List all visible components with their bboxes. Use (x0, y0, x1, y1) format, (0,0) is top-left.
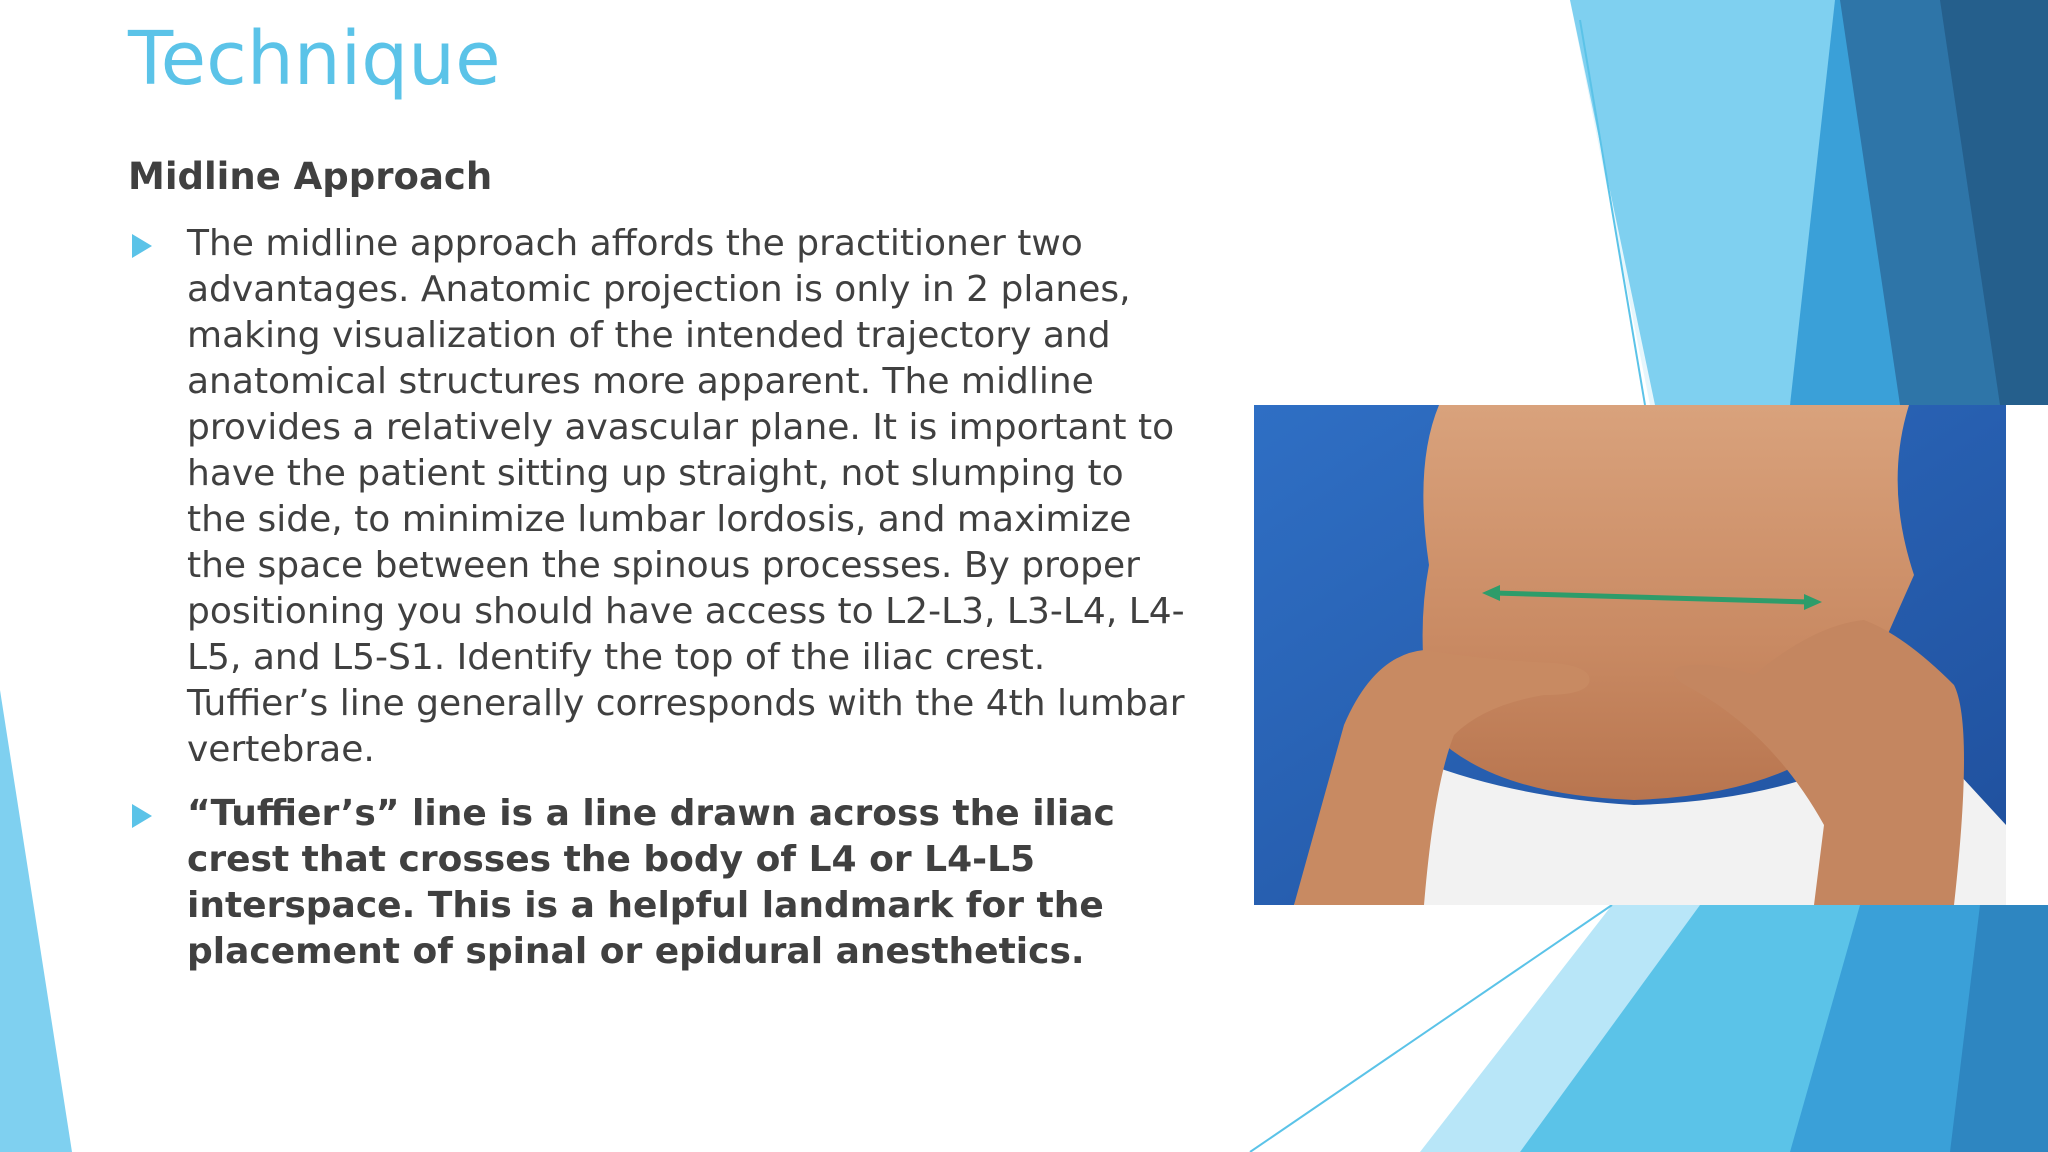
bullet-item-tuffier (128, 791, 1188, 975)
slide-title: Technique (128, 16, 501, 102)
triangle-bullet-icon (132, 234, 152, 258)
lumbar-back-photo (1254, 405, 2006, 905)
section-subheading: Midline Approach (128, 155, 493, 198)
left-wedge-shape (0, 690, 72, 1152)
bullet-list (128, 221, 1188, 993)
bullet-item-midline (128, 221, 1188, 773)
bullet-text: “Tuffier’s” line is a line drawn across the iliac crest that crosses the body of L4 or L4-L5 interspace. This is a helpful landmark for the placement of spinal or epidural anesthetics. (187, 793, 1115, 972)
bullet-text: The midline approach affords the practitioner two advantages. Anatomic projection is only in 2 planes, making visualization of the intended trajectory and anatomical structures more apparent. The midline provides a relatively avascular plane. It is important to have the patient sitting up straight, not slumping to the side, to minimize lumbar lordosis, and maximize the space between the spinous processes. By proper positioning you should have access to L2-L3, L3-L4, L4-L5, and L5-S1. Identify the top of the iliac crest. Tuffier’s line generally corresponds with the 4th lumbar vertebrae. (187, 223, 1185, 770)
triangle-bullet-icon (132, 804, 152, 828)
